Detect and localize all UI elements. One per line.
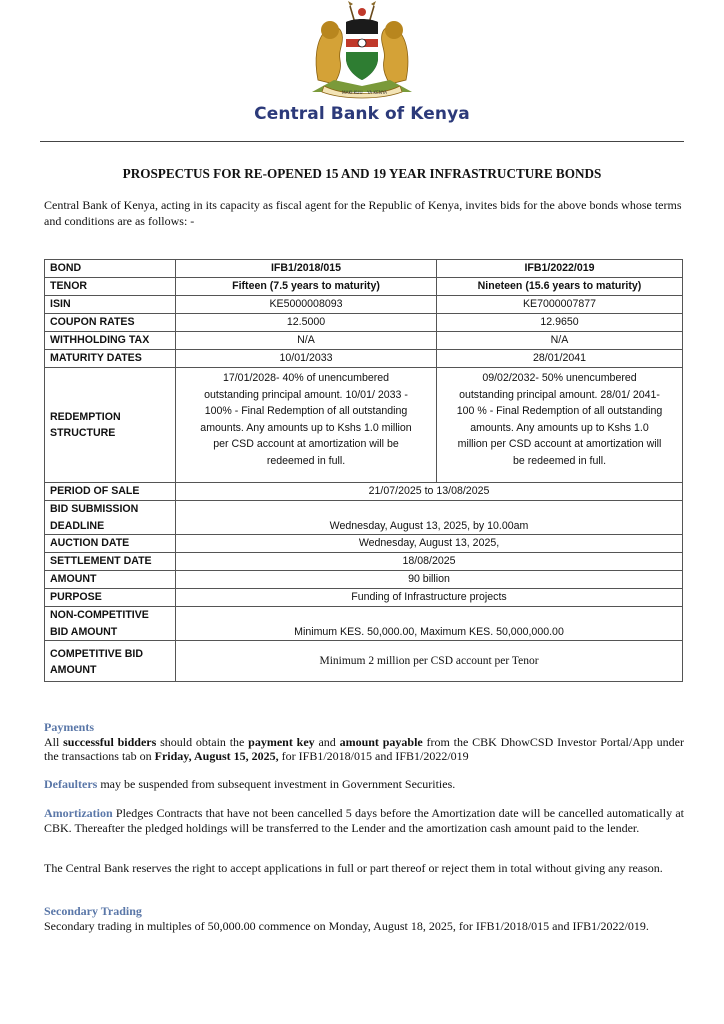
noncomp-value: Minimum KES. 50,000.00, Maximum KES. 50,000,000.00 [176,607,683,641]
payments-section [44,720,684,764]
table-row [45,368,683,483]
row-label-amount: AMOUNT [45,571,176,589]
kenya-coat-of-arms [304,0,420,100]
amortization-heading: Amortization [44,806,113,820]
table-row [45,483,683,501]
secondary-trading-section [44,904,684,933]
settlement-value: 18/08/2025 [176,553,683,571]
row-label-deadline: BID SUBMISSION DEADLINE [45,501,176,535]
row-label-noncomp: NON-COMPETITIVE BID AMOUNT [45,607,176,641]
header-divider [40,141,684,142]
intro-paragraph: Central Bank of Kenya, acting in its capacity as fiscal agent for the Republic of Kenya, invites bids for the above bonds whose terms and conditions are as follows: - [44,198,682,228]
bond-a: IFB1/2018/015 [176,260,437,278]
wht-b: N/A [437,332,683,350]
period-value: 21/07/2025 to 13/08/2025 [176,483,683,501]
secondary-trading-heading: Secondary Trading [44,904,142,918]
table-row [45,260,683,278]
table-row [45,278,683,296]
amortization-text: Pledges Contracts that have not been cancelled 5 days before the Amortization date will be cancelled automatically at CBK. Thereafter the pledged holdings will be transferred to the Lender and the amortization cash amount paid to the lender. [44,806,684,835]
payments-heading: Payments [44,720,94,734]
secondary-trading-text: Secondary trading in multiples of 50,000.00 commence on Monday, August 18, 2025, for IFB1/2018/015 and IFB1/2022/019. [44,918,649,933]
table-row [45,350,683,368]
row-label-wht: WITHHOLDING TAX [45,332,176,350]
coupon-b: 12.9650 [437,314,683,332]
payments-text: All successful bidders should obtain the payment key and amount payable from the CBK DhowCSD Investor Portal/App under the transactions tab on Friday, August 15, 2025, for IFB1/2018/015 and IFB1/2022/019 [44,734,684,763]
bond-b: IFB1/2022/019 [437,260,683,278]
table-row [45,332,683,350]
redemption-b: 09/02/2032- 50% unencumbered outstanding principal amount. 28/01/ 2041- 100 % - Final Redemption of all outstanding amounts. Any amounts up to Kshs 1.0 million per CSD account at amortization will be redeemed in full. [437,368,683,483]
wht-a: N/A [176,332,437,350]
tenor-a: Fifteen (7.5 years to maturity) [176,278,437,296]
amount-value: 90 billion [176,571,683,589]
row-label-bond: BOND [45,260,176,278]
row-label-redemption: REDEMPTION STRUCTURE [45,368,176,483]
auction-value: Wednesday, August 13, 2025, [176,535,683,553]
bond-terms-table [44,259,683,682]
svg-text:MAKI KUU: MAKI KUU [342,90,363,95]
table-row [45,296,683,314]
defaulters-heading: Defaulters [44,777,98,791]
defaulters-section [44,777,684,792]
table-row [45,501,683,535]
redemption-a: 17/01/2028- 40% of unencumbered outstanding principal amount. 10/01/ 2033 - 100% - Final Redemption of all outstanding amounts. Any amounts up to Kshs 1.0 million per CSD account at amortization will be redeemed in full. [176,368,437,483]
row-label-coupon: COUPON RATES [45,314,176,332]
tenor-b: Nineteen (15.6 years to maturity) [437,278,683,296]
amortization-section [44,806,684,835]
row-label-purpose: PURPOSE [45,589,176,607]
row-label-settlement: SETTLEMENT DATE [45,553,176,571]
reserve-section: The Central Bank reserves the right to accept applications in full or part thereof or reject them in total without giving any reason. [44,861,663,875]
table-row [45,607,683,641]
svg-text:YA KENYA: YA KENYA [367,90,388,95]
row-label-auction: AUCTION DATE [45,535,176,553]
row-label-comp: COMPETITIVE BID AMOUNT [45,641,176,682]
table-row [45,553,683,571]
row-label-maturity: MATURITY DATES [45,350,176,368]
row-label-period: PERIOD OF SALE [45,483,176,501]
page-title: PROSPECTUS FOR RE-OPENED 15 AND 19 YEAR INFRASTRUCTURE BONDS [122,166,602,181]
table-row [45,535,683,553]
table-row [45,589,683,607]
row-label-isin: ISIN [45,296,176,314]
isin-b: KE7000007877 [437,296,683,314]
comp-value: Minimum 2 million per CSD account per Tenor [176,641,683,682]
maturity-a: 10/01/2033 [176,350,437,368]
row-label-tenor: TENOR [45,278,176,296]
maturity-b: 28/01/2041 [437,350,683,368]
table-row [45,641,683,682]
isin-a: KE5000008093 [176,296,437,314]
bank-name: Central Bank of Kenya [254,104,470,124]
deadline-value: Wednesday, August 13, 2025, by 10.00am [176,501,683,535]
table-row [45,314,683,332]
table-row [45,571,683,589]
coupon-a: 12.5000 [176,314,437,332]
purpose-value: Funding of Infrastructure projects [176,589,683,607]
defaulters-text: may be suspended from subsequent investment in Government Securities. [97,777,456,791]
